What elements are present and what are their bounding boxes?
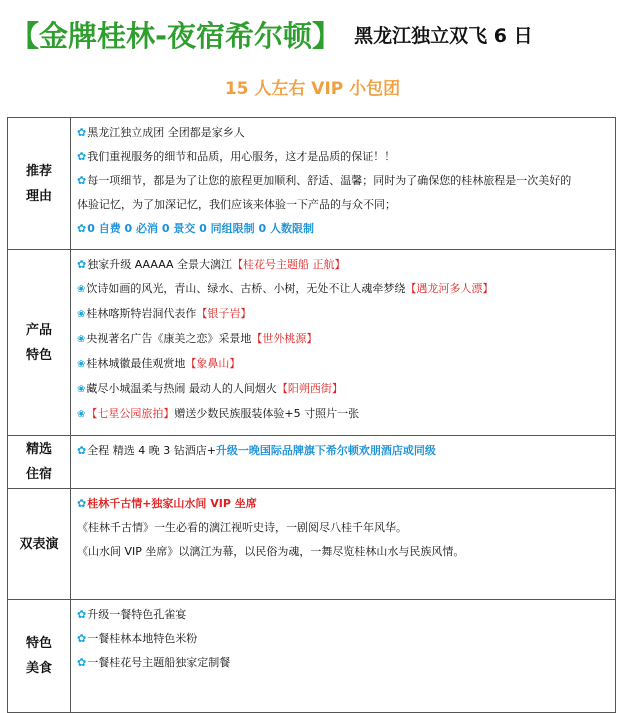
flower-bullet-icon: ✿: [77, 608, 87, 621]
list-item: [77, 302, 609, 327]
item-text: 赠送少数民族服装体验+5 寸照片一张: [174, 407, 360, 420]
label-line: 特色: [25, 636, 52, 651]
table-row-hotel: [8, 436, 616, 489]
table-row-features: [8, 250, 616, 436]
table-row-shows: [8, 489, 616, 600]
flower-outline-bullet-icon: ❀: [77, 359, 86, 370]
itinerary-table: [7, 117, 616, 713]
flower-bullet-icon: ✿: [77, 444, 87, 457]
flower-bullet-icon: ✿: [77, 222, 87, 235]
item-text: 黑龙江独立成团 全团都是家乡人: [87, 126, 245, 139]
list-item: [77, 492, 609, 516]
page-title: 【金牌桂林-夜宿希尔顿】: [10, 19, 342, 53]
table-row-food: [8, 600, 616, 713]
list-item: [77, 253, 609, 277]
row-label-features: [8, 250, 71, 436]
item-text: 《山水间 VIP 坐席》以漓江为幕，以民俗为魂，一舞尽览桂林山水与民族风情。: [77, 545, 465, 558]
list-item: [77, 169, 609, 193]
item-text-highlight: 桂林千古情+独家山水间 VIP 坐席: [87, 497, 257, 510]
list-item: [77, 352, 609, 377]
label-line: 精选: [25, 442, 52, 457]
row-label-hotel: [8, 436, 71, 489]
item-text: 《桂林千古情》一生必看的漓江视听史诗，一剧阅尽八桂千年风华。: [77, 521, 407, 534]
item-text: 每一项细节，都是为了让您的旅程更加顺利、舒适、温馨；同时为了确保您的桂林旅程是一次美好的: [87, 174, 572, 187]
item-text-highlight: 【七星公园旅拍】: [86, 407, 175, 420]
list-item: [77, 540, 609, 564]
item-text-highlight: 【阳朔西街】: [276, 382, 343, 395]
item-text: 升级一餐特色孔雀宴: [87, 608, 187, 621]
item-text: 独家升级 AAAAA 全景大漓江: [87, 258, 233, 271]
flower-bullet-icon: ✿: [77, 126, 87, 139]
flower-bullet-icon: ✿: [77, 497, 87, 510]
flower-outline-bullet-icon: ❀: [77, 284, 86, 295]
page-subtitle: 黑龙江独立双飞 6 日: [354, 25, 533, 47]
item-text-highlight: 0 自费 0 必消 0 景交 0 同组限制 0 人数限制: [87, 222, 314, 235]
row-label-shows: [8, 489, 71, 600]
list-item: [77, 327, 609, 352]
group-size-heading: 15 人左右 VIP 小包团: [224, 79, 401, 99]
item-text: 桂林喀斯特岩洞代表作: [86, 307, 197, 320]
flower-bullet-icon: ✿: [77, 258, 87, 271]
row-content-hotel: [71, 436, 616, 489]
row-label-reasons: [8, 118, 71, 250]
item-text: 全程 精选 4 晚 3 钻酒店+: [87, 444, 216, 457]
item-text: 藏尽小城温柔与热闹 最动人的人间烟火: [86, 382, 277, 395]
list-item: [77, 651, 609, 675]
label-line: 推荐: [25, 163, 52, 179]
label-line: 特色: [25, 347, 52, 363]
item-text: 央视著名广告《康美之恋》采景地: [86, 332, 252, 345]
item-text-highlight: 【桂花号主题船 正航】: [232, 258, 346, 271]
flower-bullet-icon: ✿: [77, 150, 87, 163]
item-text-highlight: 【世外桃源】: [251, 332, 318, 345]
list-item: [77, 402, 609, 427]
flower-bullet-icon: ✿: [77, 174, 87, 187]
label-line: 双表演: [19, 536, 59, 552]
item-text: 饮诗如画的风光，青山、绿水、古桥、小树，无处不让人魂牵梦绕: [86, 282, 406, 295]
item-text: 一餐桂花号主题船独家定制餐: [87, 656, 231, 669]
label-line: 理由: [25, 188, 52, 204]
flower-outline-bullet-icon: ❀: [77, 384, 86, 395]
list-item: [77, 193, 609, 217]
list-item: [77, 439, 609, 463]
flower-bullet-icon: ✿: [77, 632, 87, 645]
flower-outline-bullet-icon: ❀: [77, 334, 86, 345]
list-item: [77, 377, 609, 402]
list-item: [77, 627, 609, 651]
item-text: 桂林城徽最佳观赏地: [86, 357, 186, 370]
item-text: 一餐桂林本地特色米粉: [87, 632, 198, 645]
label-line: 美食: [25, 661, 52, 676]
label-line: 产品: [25, 322, 52, 338]
row-label-food: [8, 600, 71, 713]
list-item: [77, 277, 609, 302]
label-line: 住宿: [25, 467, 52, 482]
item-text: 体验记忆，为了加深记忆，我们应该来体验一下产品的与众不同；: [77, 198, 396, 211]
table-row-reasons: [8, 118, 616, 250]
item-text: 我们重视服务的细节和品质，用心服务，这才是品质的保证！！: [87, 150, 396, 163]
row-content-shows: [71, 489, 616, 600]
row-content-reasons: [71, 118, 616, 250]
list-item: [77, 603, 609, 627]
item-text-highlight: 【象鼻山】: [185, 357, 241, 370]
item-text-highlight: 升级一晚国际品牌旗下希尔顿欢朋酒店或同级: [215, 444, 436, 457]
row-content-food: [71, 600, 616, 713]
flower-outline-bullet-icon: ❀: [77, 309, 86, 320]
flower-bullet-icon: ✿: [77, 656, 87, 669]
item-text-highlight: 【银子岩】: [196, 307, 252, 320]
flower-outline-bullet-icon: ❀: [77, 409, 86, 420]
item-text-highlight: 【遇龙河多人漂】: [405, 282, 494, 295]
list-item: [77, 145, 609, 169]
row-content-features: [71, 250, 616, 436]
list-item: [77, 217, 609, 241]
title-row: [10, 14, 620, 54]
list-item: [77, 516, 609, 540]
list-item: [77, 121, 609, 145]
